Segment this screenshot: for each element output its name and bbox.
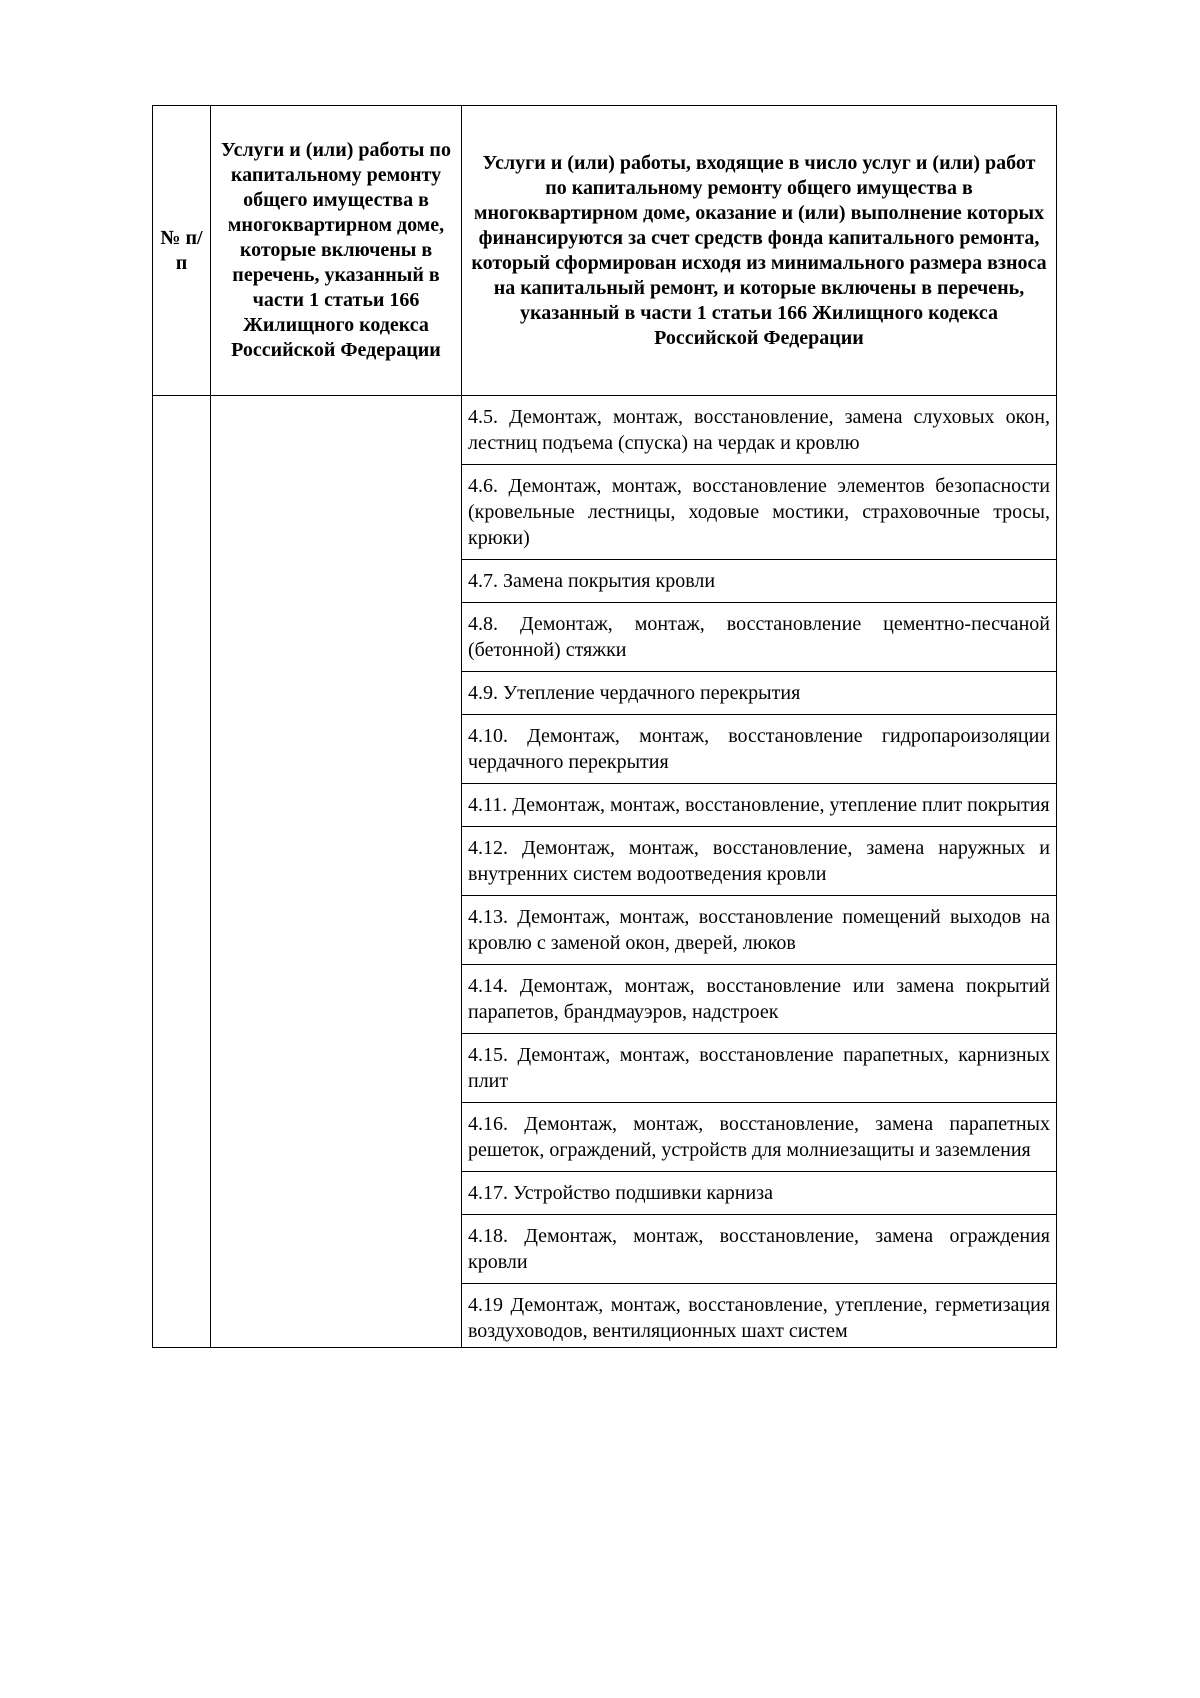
work-item: 4.5. Демонтаж, монтаж, восстановление, замена слуховых окон, лестниц подъема (спуска) на чердак и кровлю	[462, 396, 1056, 465]
work-item: 4.7. Замена покрытия кровли	[462, 560, 1056, 603]
table-row	[153, 396, 1057, 1348]
work-item: 4.16. Демонтаж, монтаж, восстановление, замена парапетных решеток, ограждений, устройств для молниезащиты и заземления	[462, 1103, 1056, 1172]
work-item: 4.14. Демонтаж, монтаж, восстановление или замена покрытий парапетов, брандмауэров, надстроек	[462, 965, 1056, 1034]
work-item-continued: 4.19 Демонтаж, монтаж, восстановление, утепление, герметизация воздуховодов, вентиляционных шахт систем	[468, 1294, 1050, 1342]
works-table	[152, 105, 1057, 1348]
work-item: 4.9. Утепление чердачного перекрытия	[462, 672, 1056, 715]
work-item: 4.6. Демонтаж, монтаж, восстановление элементов безопасности (кровельные лестницы, ходовые мостики, страховочные тросы, крюки)	[462, 465, 1056, 560]
work-item: 4.13. Демонтаж, монтаж, восстановление помещений выходов на кровлю с заменой окон, дверей, люков	[462, 896, 1056, 965]
row-works-cell	[462, 396, 1057, 1348]
header-num: № п/п	[153, 106, 211, 396]
work-item: 4.15. Демонтаж, монтаж, восстановление парапетных, карнизных плит	[462, 1034, 1056, 1103]
work-item: 4.10. Демонтаж, монтаж, восстановление гидропароизоляции чердачного перекрытия	[462, 715, 1056, 784]
table-header-row	[153, 106, 1057, 396]
work-item: 4.17. Устройство подшивки карниза	[462, 1172, 1056, 1215]
row-num-cell	[153, 396, 211, 1348]
row-service-cell	[211, 396, 462, 1348]
work-item: 4.11. Демонтаж, монтаж, восстановление, утепление плит покрытия	[462, 784, 1056, 827]
header-works: Услуги и (или) работы, входящие в число услуг и (или) работ по капитальному ремонту общего имущества в многоквартирном доме, оказание и (или) выполнение которых финансируются за счет средств фонда капитального ремонта, который сформирован исходя из минимального размера взноса на капитальный ремонт, и которые включены в перечень, указанный в части 1 статьи 166 Жилищного кодекса Российской Федерации	[462, 106, 1057, 396]
header-services: Услуги и (или) работы по капитальному ремонту общего имущества в многоквартирном доме, которые включены в перечень, указанный в части 1 статьи 166 Жилищного кодекса Российской Федерации	[211, 106, 462, 396]
work-item: 4.18. Демонтаж, монтаж, восстановление, замена ограждения кровли	[462, 1215, 1056, 1284]
work-item: 4.12. Демонтаж, монтаж, восстановление, замена наружных и внутренних систем водоотведения кровли	[462, 827, 1056, 896]
work-item: 4.8. Демонтаж, монтаж, восстановление цементно-песчаной (бетонной) стяжки	[462, 603, 1056, 672]
